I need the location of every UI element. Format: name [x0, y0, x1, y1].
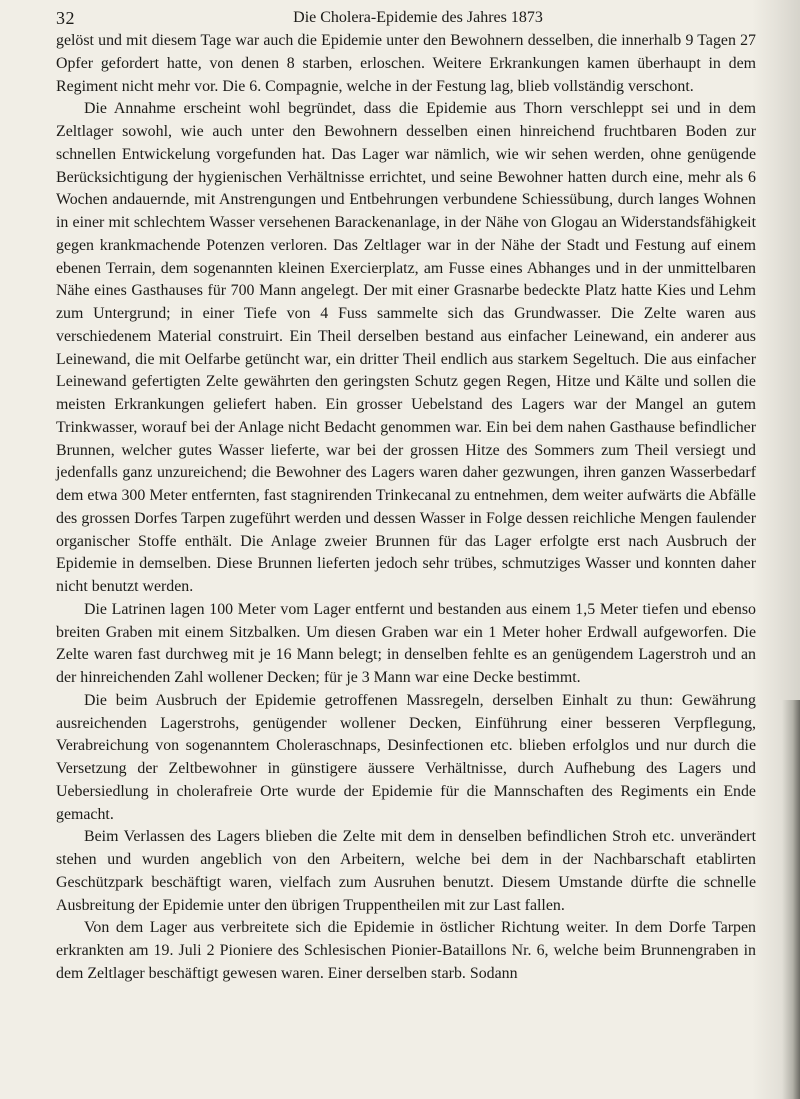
paragraph-2: Die Annahme erscheint wohl begründet, dass die Epidemie aus Thorn verschleppt sei und in dem Zeltlager sowohl, wie auch unter den Bewohnern desselben einen hinreichend fruchtbaren Boden zur schnellen Entwickelung vorgefunden hat. Das Lager war nämlich, wie wir sehen werden, ohne genügende Berücksichtigung der hygienischen Verhältnisse errichtet, und seine Bewohner hatten durch eine, mehr als 6 Wochen andauernde, mit Anstrengungen und Entbehrungen verbundene Schiessübung, durch langes Wohnen in einer mit schlechtem Wasser versehenen Barackenanlage, in der Nähe von Glogau an Widerstandsfähigkeit gegen krankmachende Potenzen verloren. Das Zeltlager war in der Nähe der Stadt und Festung auf einem ebenen Terrain, dem sogenannten kleinen Exercierplatz, am Fusse eines Abhanges und in der unmittelbaren Nähe eines Gasthauses für 700 Mann angelegt. Der mit einer Grasnarbe bedeckte Platz hatte Kies und Lehm zum Untergrund; in einer Tiefe von 4 Fuss sammelte sich das Grundwasser. Die Zelte waren aus verschiedenem Material construirt. Ein Theil derselben bestand aus einfacher Leinewand, ein anderer aus Leinewand, die mit Oelfarbe getüncht war, ein dritter Theil endlich aus starkem Segeltuch. Die aus einfacher Leinewand gefertigten Zelte gewährten den geringsten Schutz gegen Regen, Hitze und Kälte und sollen die meisten Erkrankungen geliefert haben. Ein grosser Uebelstand des Lagers war der Mangel an gutem Trinkwasser, worauf bei der Anlage nicht Bedacht genommen war. Ein bei dem nahen Gasthause befindlicher Brunnen, welcher gutes Wasser lieferte, war bei der grossen Hitze des Sommers zum Theil versiegt und jedenfalls ganz unzureichend; die Bewohner des Lagers waren daher gezwungen, ihren ganzen Wasserbedarf dem etwa 300 Meter entfernten, fast stagnirenden Trinkecanal zu entnehmen, dem weiter aufwärts die Abfälle des grossen Dorfes Tarpen zugeführt werden und dessen Wasser in Folge dessen reichliche Mengen faulender organischer Stoffe enthält. Die Anlage zweier Brunnen für das Lager erfolgte erst nach Ausbruch der Epidemie in demselben. Diese Brunnen lieferten jedoch sehr trübes, schmutziges Wasser und konnten daher nicht benutzt werden. [56, 100, 756, 595]
paragraph-1: gelöst und mit diesem Tage war auch die Epidemie unter den Bewohnern desselben, die innerhalb 9 Tagen 27 Opfer gefordert hatte, von denen 8 starben, erloschen. Weitere Erkrankungen kamen überhaupt in dem Regiment nicht mehr vor. Die 6. Compagnie, welche in der Festung lag, blieb vollständig verschont. [56, 32, 756, 95]
running-title: Die Cholera-Epidemie des Jahres 1873 [293, 9, 543, 26]
paragraph-3: Die Latrinen lagen 100 Meter vom Lager entfernt und bestanden aus einem 1,5 Meter tiefen und ebenso breiten Graben mit einem Sitzbalken. Um diesen Graben war ein 1 Meter hoher Erdwall aufgeworfen. Die Zelte waren fast durchweg mit je 16 Mann belegt; in denselben fehlte es an genügendem Lagerstroh und an der hinreichenden Zahl wollener Decken; für je 3 Mann war eine Decke bestimmt. [56, 600, 756, 686]
paragraph-4: Die beim Ausbruch der Epidemie getroffenen Massregeln, derselben Einhalt zu thun: Gewährung ausreichenden Lagerstrohs, genügender wollener Decken, Einführung einer besseren Verpflegung, Verabreichung von sogenanntem Choleraschnaps, Desinfectionen etc. blieben erfolglos und nur durch die Versetzung der Zeltbewohner in günstigere äussere Verhältnisse, durch Aufhebung des Lagers und Uebersiedlung in cholerafreie Orte wurde der Epidemie für die Mannschaften des Regiments ein Ende gemacht. [56, 691, 756, 823]
page-number: 32 [56, 8, 75, 28]
body-text [56, 30, 756, 986]
paragraph-5: Beim Verlassen des Lagers blieben die Zelte mit dem in denselben befindlichen Stroh etc. unverändert stehen und wurden angeblich von den Arbeitern, welche bei dem in der Nachbarschaft etablirten Geschützpark beschäftigt waren, vielfach zum Ausruhen benutzt. Diesem Umstande dürfte die schnelle Ausbreitung der Epidemie unter den übrigen Truppentheilen mit zur Last fallen. [56, 828, 756, 914]
page-edge-shadow [782, 700, 800, 1099]
page-header [56, 6, 760, 32]
paragraph-6: Von dem Lager aus verbreitete sich die Epidemie in östlicher Richtung weiter. In dem Dorfe Tarpen erkrankten am 19. Juli 2 Pioniere des Schlesischen Pionier-Bataillons Nr. 6, welche beim Brunnengraben in dem Zeltlager beschäftigt gewesen waren. Einer derselben starb. Sodann [56, 919, 756, 982]
